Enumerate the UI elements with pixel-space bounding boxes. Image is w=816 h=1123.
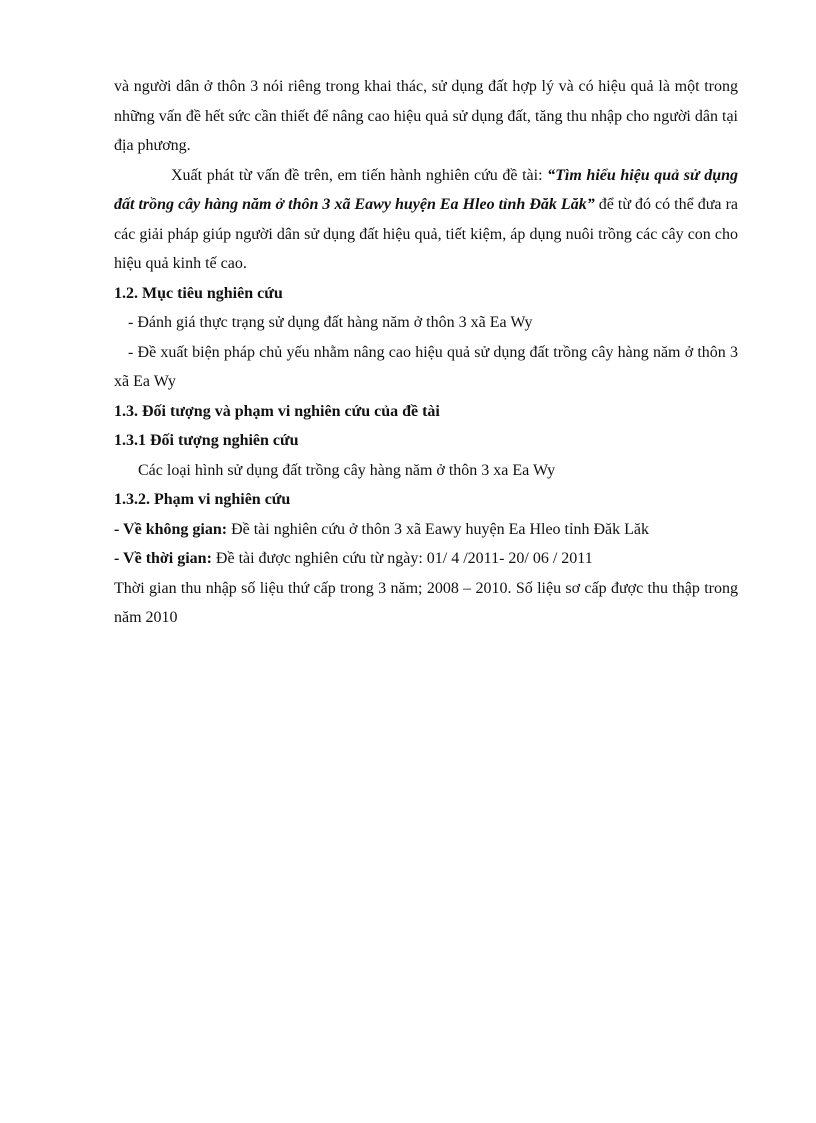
section-heading-1-3: 1.3. Đối tượng và phạm vi nghiên cứu của đề tài [114, 402, 440, 420]
section-heading-1-3-2: 1.3.2. Phạm vi nghiên cứu [114, 491, 291, 508]
section-heading-1-2: 1.2. Mục tiêu nghiên cứu [114, 284, 283, 302]
section-heading-1-3-1: 1.3.1 Đối tượng nghiên cứu [114, 432, 299, 449]
scope-time-line [114, 544, 738, 574]
scope-space-label: - Về không gian: [114, 520, 228, 538]
objective-item-2 [114, 338, 738, 397]
research-object-text: Các loại hình sử dụng đất trồng cây hàng năm ở thôn 3 xa Ea Wy [138, 461, 556, 479]
objective-item-1: - Đánh giá thực trạng sử dụng đất hàng năm ở thôn 3 xã Ea Wy [128, 314, 533, 331]
scope-space-line [114, 515, 738, 545]
intro-paragraph-1: và người dân ở thôn 3 nói riêng trong khai thác, sử dụng đất hợp lý và có hiệu quả là một trong những vấn đề hết sức cần thiết để nâng cao hiệu quả sử dụng đất, tăng thu nhập cho người dân tại địa phương. [114, 78, 738, 154]
scope-data-text: Thời gian thu nhập số liệu thứ cấp trong 3 năm; 2008 – 2010. Số liệu sơ cấp được thu thập trong năm 2010 [114, 579, 738, 626]
document-page [114, 72, 738, 633]
thesis-title: “Tìm hiểu hiệu quả sử dụng đất trồng cây hàng năm ở thôn 3 xã Eawy huyện Ea Hleo tỉnh Đăk Lăk” [114, 166, 739, 213]
objective-item-2-text: - Đề xuất biện pháp chủ yếu nhằm nâng cao hiệu quả sử dụng đất trồng cây hàng năm ở thôn 3 xã Ea Wy [114, 343, 738, 390]
scope-time-label: - Về thời gian: [114, 550, 212, 567]
intro-paragraph-2-end: để từ đó có thể đưa ra các giải pháp giúp người dân sử dụng đất hiệu quả, tiết kiệm, áp dụng nuôi trồng các cây con cho hiệu quả kinh tế cao. [114, 196, 738, 272]
scope-time-text: Đề tài được nghiên cứu từ ngày: 01/ 4 /2011- 20/ 06 / 2011 [211, 550, 593, 567]
intro-paragraph-2-start: Xuất phát từ vấn đề trên, em tiến hành nghiên cứu đề tài: [171, 166, 548, 184]
scope-space-text: Đề tài nghiên cứu ở thôn 3 xã Eawy huyện Ea Hleo tỉnh Đăk Lăk [227, 520, 649, 538]
intro-paragraph-2 [114, 161, 738, 279]
